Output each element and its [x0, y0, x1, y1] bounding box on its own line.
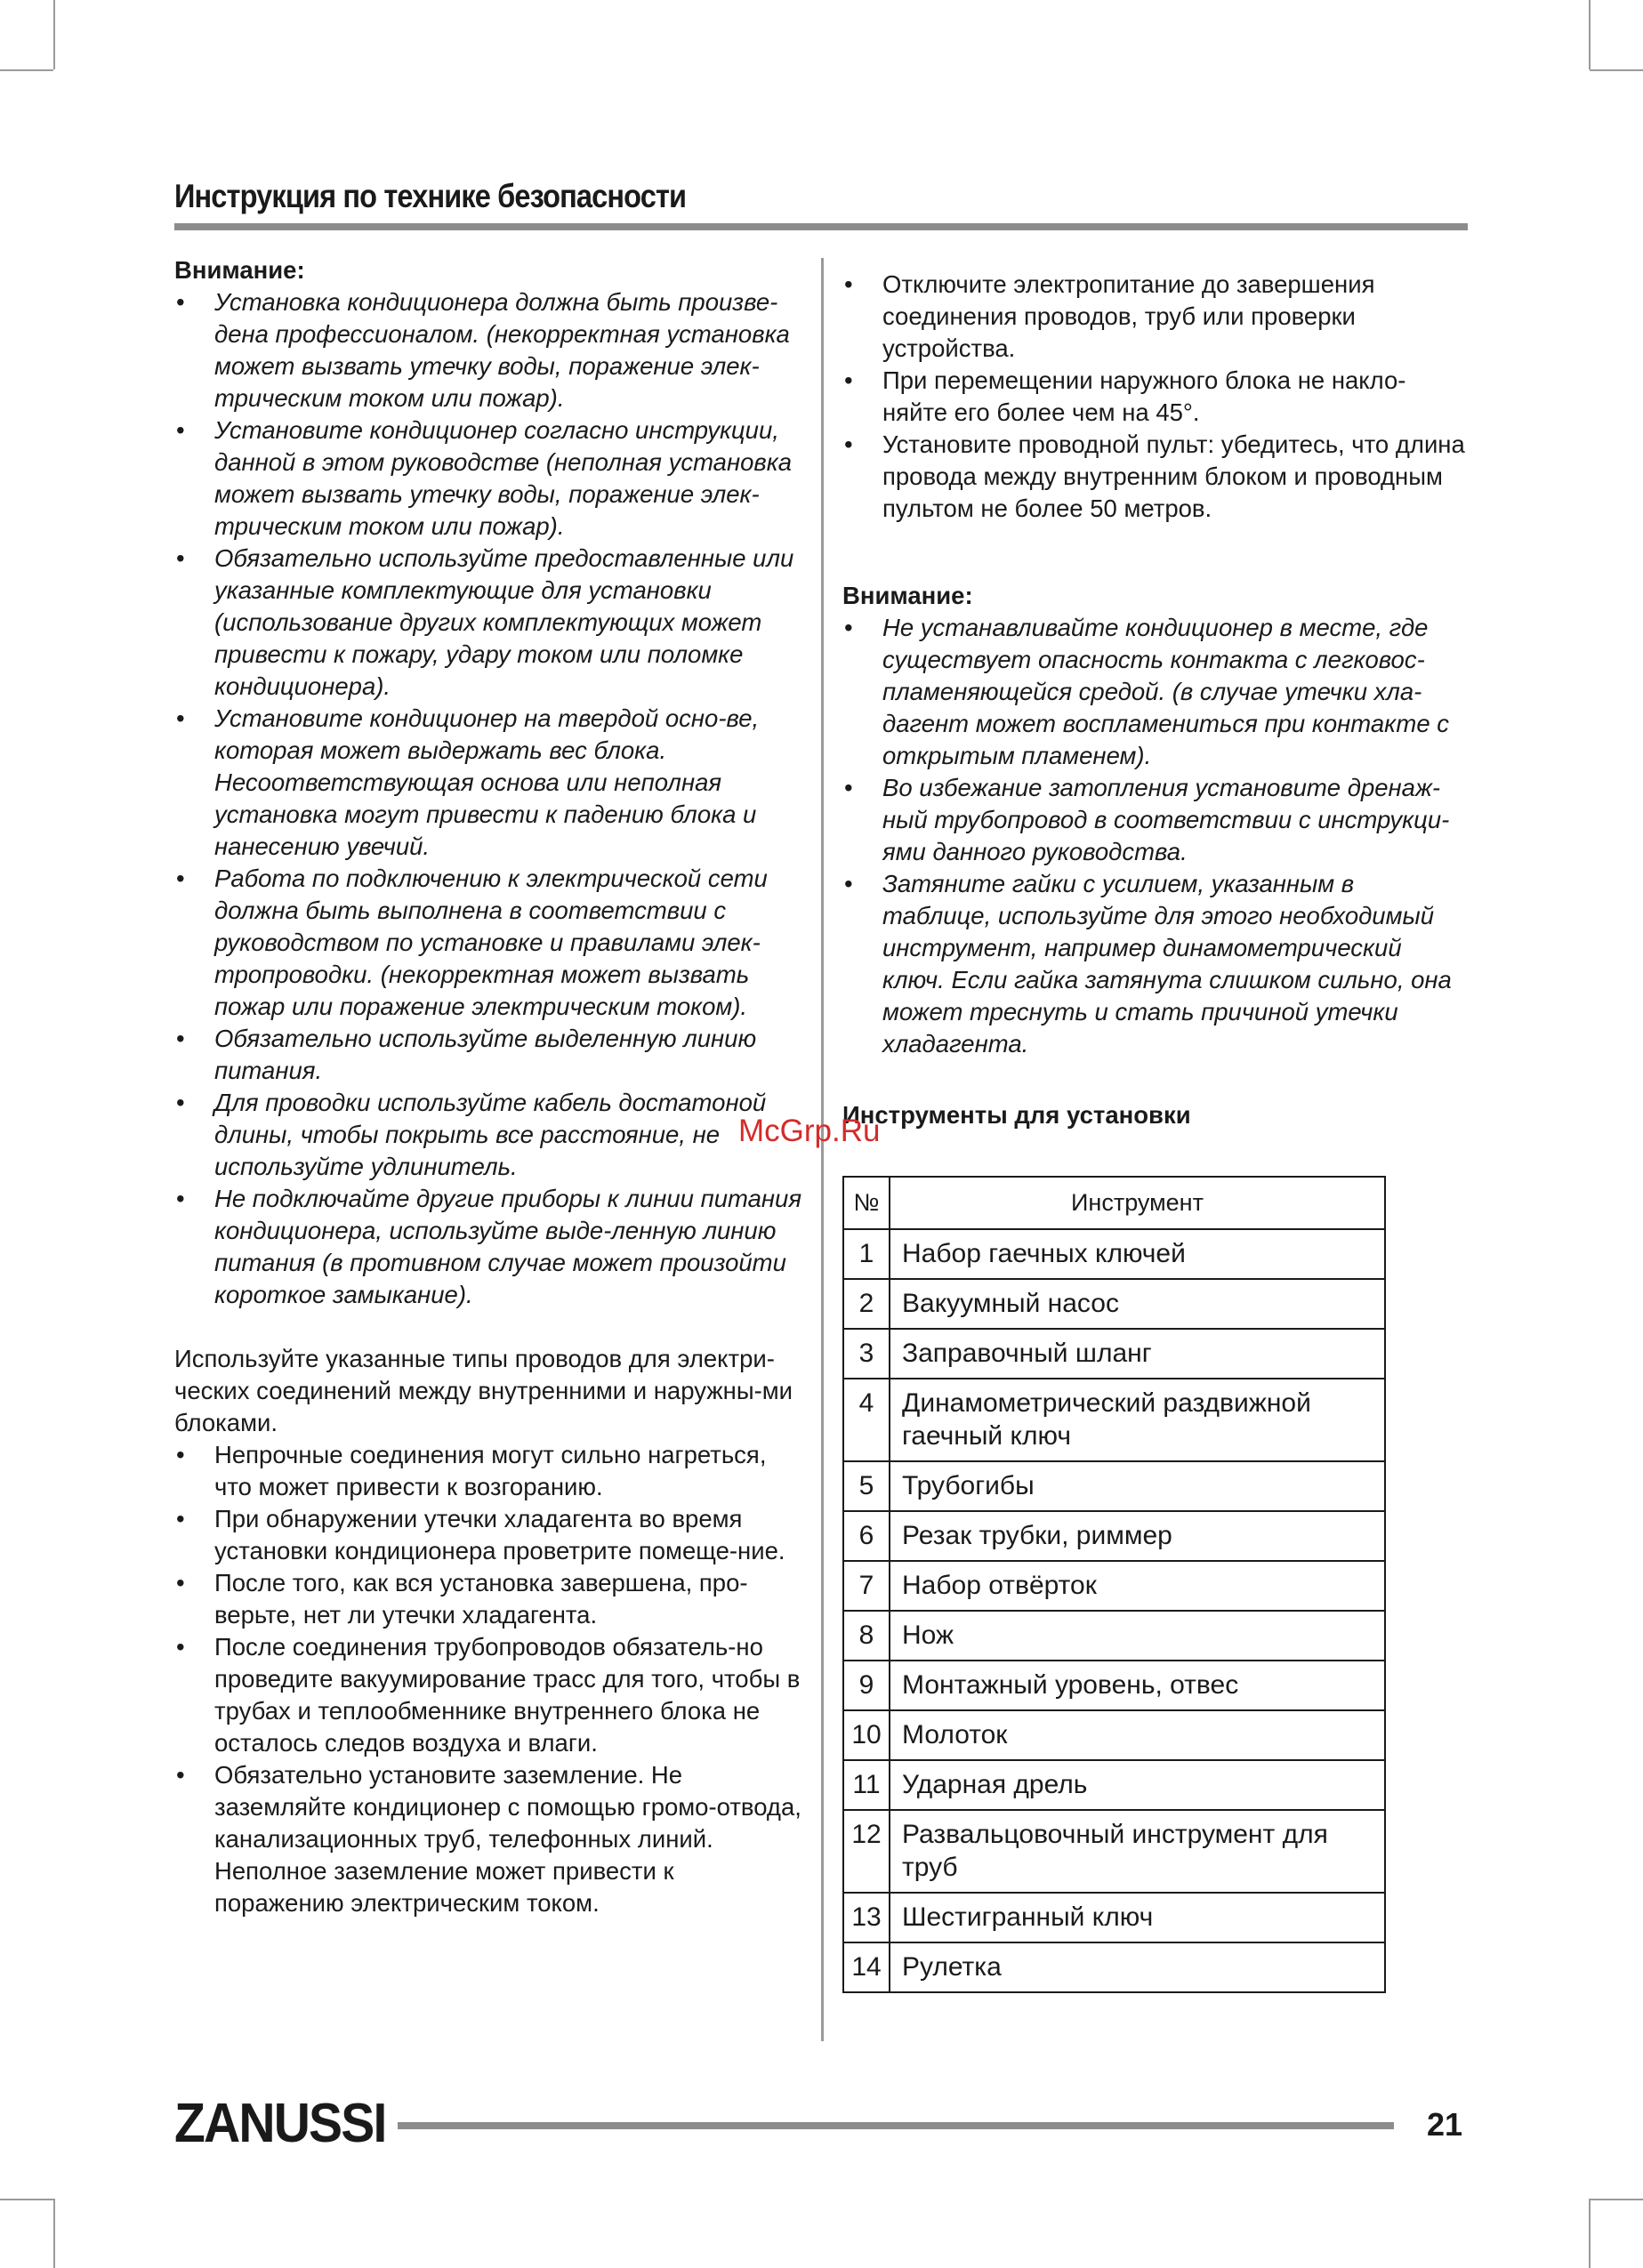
list-item-text: Работа по подключению к электрической сети должна быть выполнена в соответствии с руководством по установке и правилами элек-тропроводки. (некорректная может вызвать пожар или поражение электрическим током). — [214, 865, 768, 1020]
list-item-text: Установка кондиционера должна быть произве-дена профессионалом. (некорректная установка может вызвать утечку воды, поражение элек-трическим током или пожар). — [214, 288, 790, 412]
tool-number: 6 — [843, 1511, 890, 1561]
list-item-text: После того, как вся установка завершена, про-верьте, нет ли утечки хладагента. — [214, 1569, 748, 1629]
bullet-icon: • — [176, 1633, 185, 1661]
table-row — [843, 1561, 1385, 1611]
table-row — [843, 1461, 1385, 1511]
list-item — [174, 1759, 806, 1919]
list-item-text: Непрочные соединения могут сильно нагреться, что может привести к возгоранию. — [214, 1441, 767, 1500]
tool-name: Рулетка — [890, 1942, 1385, 1992]
power-list — [842, 269, 1465, 525]
warning-list — [174, 286, 806, 1311]
header-num: № — [843, 1177, 890, 1229]
tool-name: Набор гаечных ключей — [890, 1229, 1385, 1279]
right-column — [842, 269, 1465, 1060]
tool-number: 14 — [843, 1942, 890, 1992]
tool-name: Трубогибы — [890, 1461, 1385, 1511]
table-row — [843, 1511, 1385, 1561]
table-row — [843, 1379, 1385, 1461]
tool-number: 7 — [843, 1561, 890, 1611]
list-item-text: После соединения трубопроводов обязатель-но проведите вакуумирование трасс для того, чтобы в трубах и теплообменнике внутреннего блока не осталось следов воздуха и влаги. — [214, 1633, 801, 1757]
table-row — [843, 1229, 1385, 1279]
watermark: McGrp.Ru — [738, 1114, 881, 1148]
list-item — [842, 429, 1465, 525]
bullet-icon: • — [176, 416, 185, 444]
bullet-icon: • — [176, 1569, 185, 1596]
list-item-text: Обязательно используйте предоставленные или указанные комплектующие для установки (использование других комплектующих может привести к пожару, удару током или поломке кондиционера). — [214, 544, 794, 700]
wiring-paragraph: Используйте указанные типы проводов для электри-ческих соединений между внутренними и наружны-ми блоками. — [174, 1345, 793, 1436]
bullet-icon: • — [176, 1185, 185, 1212]
list-item-text: Для проводки используйте кабель достатоной длины, чтобы покрыть все расстояние, не используйте удлинитель. — [214, 1089, 767, 1180]
tool-name: Резак трубки, риммер — [890, 1511, 1385, 1561]
tool-name: Монтажный уровень, отвес — [890, 1661, 1385, 1710]
list-item — [842, 365, 1465, 429]
tool-number: 13 — [843, 1893, 890, 1942]
list-item — [174, 1439, 806, 1503]
tool-name: Шестигранный ключ — [890, 1893, 1385, 1942]
list-item-text: Во избежание затопления установите дренаж-ный трубопровод в соответствии с инструкци-ями данного руководства. — [882, 774, 1450, 865]
crop-mark — [0, 69, 53, 71]
wiring-list — [174, 1439, 806, 1919]
list-item — [174, 543, 806, 703]
table-row — [843, 1760, 1385, 1810]
list-item — [174, 286, 806, 414]
page-title: Инструкция по технике безопасности — [174, 178, 687, 214]
list-item — [842, 269, 1465, 365]
list-item — [842, 612, 1465, 772]
list-item-text: Не устанавливайте кондиционер в месте, где существует опасность контакта с легковос-пламеняющейся средой. (в случае утечки хла-дагент может воспламениться при контакте с открытым пламенем). — [882, 614, 1450, 769]
tool-number: 3 — [843, 1329, 890, 1379]
list-item-text: Обязательно установите заземление. Не заземляйте кондиционер с помощью громо-отвода, канализационных труб, телефонных линий. Неполное заземление может привести к поражению электрическим током. — [214, 1761, 801, 1917]
list-item — [174, 1023, 806, 1087]
bullet-icon: • — [844, 430, 853, 458]
tool-number: 2 — [843, 1279, 890, 1329]
table-header-row — [843, 1177, 1385, 1229]
tool-number: 12 — [843, 1810, 890, 1893]
column-divider — [821, 258, 824, 2041]
list-item — [174, 414, 806, 543]
footer-rule — [398, 2122, 1394, 2129]
list-item-text: Обязательно используйте выделенную линию питания. — [214, 1025, 757, 1084]
list-item — [174, 863, 806, 1023]
tool-number: 10 — [843, 1710, 890, 1760]
tools-heading: Инструменты для установки — [842, 1101, 1191, 1129]
crop-mark — [0, 2199, 53, 2200]
crop-mark — [1589, 0, 1591, 69]
bullet-icon: • — [176, 1025, 185, 1052]
bullet-icon: • — [176, 288, 185, 316]
tool-name: Молоток — [890, 1710, 1385, 1760]
list-item — [174, 1567, 806, 1631]
list-item-text: При перемещении наружного блока не накло-няйте его более чем на 45°. — [882, 366, 1406, 426]
tool-number: 11 — [843, 1760, 890, 1810]
bullet-icon: • — [844, 366, 853, 394]
tool-number: 9 — [843, 1661, 890, 1710]
tools-table — [842, 1176, 1386, 1993]
tool-number: 1 — [843, 1229, 890, 1279]
title-rule — [174, 223, 1468, 230]
bullet-icon: • — [176, 1761, 185, 1789]
left-column — [174, 254, 806, 1919]
crop-mark — [1590, 2199, 1643, 2200]
list-item-text: Установите проводной пульт: убедитесь, что длина провода между внутренним блоком и проводным пультом не более 50 метров. — [882, 430, 1465, 522]
page-number: 21 — [1427, 2106, 1463, 2143]
tool-number: 8 — [843, 1611, 890, 1661]
bullet-icon: • — [176, 865, 185, 892]
table-row — [843, 1611, 1385, 1661]
list-item-text: Не подключайте другие приборы к линии питания кондиционера, используйте выде-ленную линию питания (в противном случае может произойти короткое замыкание). — [214, 1185, 802, 1308]
tool-number: 4 — [843, 1379, 890, 1461]
tool-name: Набор отвёрток — [890, 1561, 1385, 1611]
bullet-icon: • — [176, 544, 185, 572]
list-item — [174, 1503, 806, 1567]
table-row — [843, 1710, 1385, 1760]
list-item — [842, 868, 1465, 1060]
list-item — [174, 1087, 806, 1183]
warning-list-right — [842, 612, 1465, 1060]
crop-mark — [1590, 69, 1643, 71]
list-item — [174, 1183, 806, 1311]
crop-mark — [1589, 2199, 1591, 2268]
table-row — [843, 1893, 1385, 1942]
table-row — [843, 1279, 1385, 1329]
crop-mark — [53, 2199, 55, 2268]
warning-heading: Внимание: — [174, 256, 305, 284]
list-item-text: Установите кондиционер согласно инструкции, данной в этом руководстве (неполная установка может вызвать утечку воды, поражение элек-трическим током или пожар). — [214, 416, 793, 540]
bullet-icon: • — [176, 1089, 185, 1116]
list-item-text: При обнаружении утечки хладагента во время установки кондиционера проветрите помеще-ние. — [214, 1505, 785, 1564]
table-row — [843, 1942, 1385, 1992]
tool-name: Вакуумный насос — [890, 1279, 1385, 1329]
brand-logo: ZANUSSI — [174, 2093, 386, 2154]
list-item-text: Затяните гайки с усилием, указанным в таблице, используйте для этого необходимый инструмент, например динамометрический ключ. Если гайка затянута слишком сильно, она может треснуть и стать причиной утечки хладагента. — [882, 870, 1452, 1058]
warning-heading-right: Внимание: — [842, 582, 973, 609]
tool-name: Динамометрический раздвижной гаечный ключ — [890, 1379, 1385, 1461]
bullet-icon: • — [844, 774, 853, 801]
table-row — [843, 1810, 1385, 1893]
bullet-icon: • — [844, 270, 853, 298]
crop-mark — [53, 0, 55, 69]
bullet-icon: • — [176, 704, 185, 732]
tool-name: Развальцовочный инструмент для труб — [890, 1810, 1385, 1893]
list-item — [174, 1631, 806, 1759]
bullet-icon: • — [844, 870, 853, 897]
bullet-icon: • — [844, 614, 853, 641]
list-item — [174, 703, 806, 863]
bullet-icon: • — [176, 1505, 185, 1532]
list-item-text: Установите кондиционер на твердой осно-ве, которая может выдержать вес блока. Несоответствующая основа или неполная установка могут привести к падению блока и нанесению увечий. — [214, 704, 760, 860]
header-tool: Инструмент — [890, 1177, 1385, 1229]
tool-number: 5 — [843, 1461, 890, 1511]
list-item-text: Отключите электропитание до завершения соединения проводов, труб или проверки устройства. — [882, 270, 1375, 362]
tool-name: Заправочный шланг — [890, 1329, 1385, 1379]
tool-name: Нож — [890, 1611, 1385, 1661]
table-row — [843, 1661, 1385, 1710]
list-item — [842, 772, 1465, 868]
tool-name: Ударная дрель — [890, 1760, 1385, 1810]
table-row — [843, 1329, 1385, 1379]
bullet-icon: • — [176, 1441, 185, 1468]
